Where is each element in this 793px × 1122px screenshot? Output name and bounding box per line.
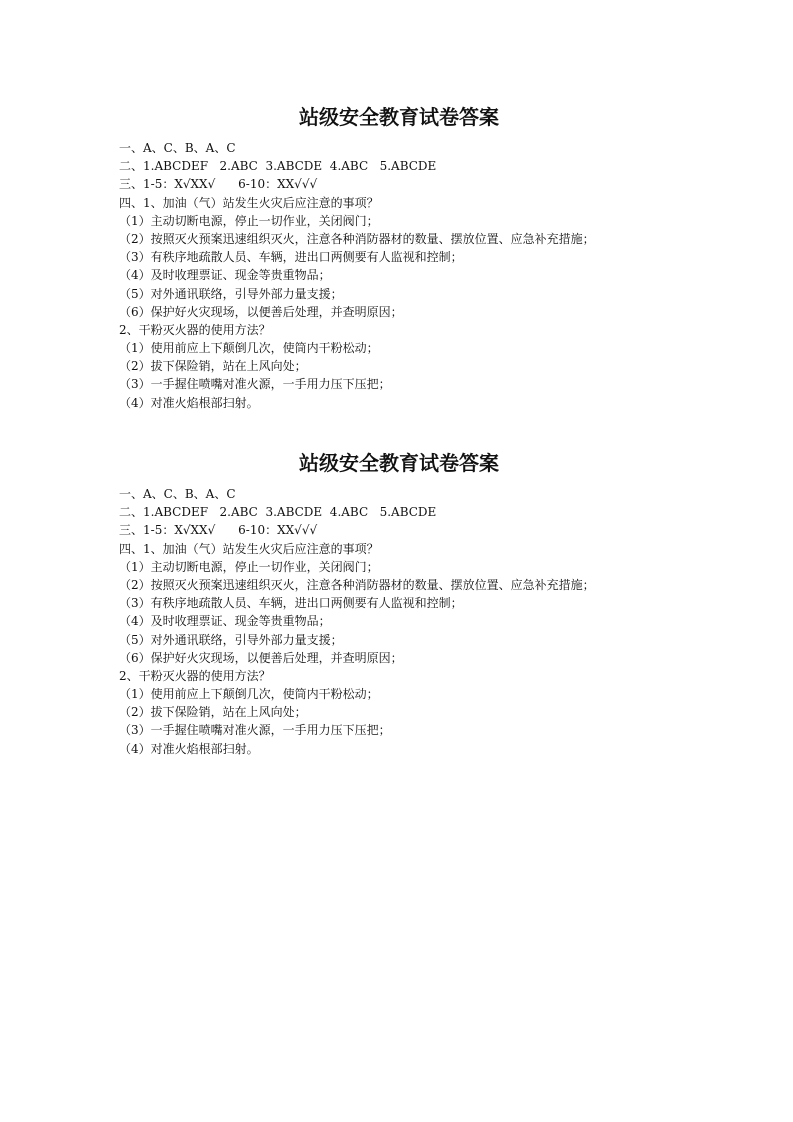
question-4-2: 2、干粉灭火器的使用方法？ [119, 668, 271, 683]
question-4-1: 四、1、加油（气）站发生火灾后应注意的事项？ [119, 541, 379, 556]
section-title: 站级安全教育试卷答案 [299, 105, 499, 129]
answer-item: （2）拔下保险销，站在上风向处； [119, 705, 307, 720]
answer-part-2: 二、1.ABCDEF 2.ABC 3.ABCDE 4.ABC 5.ABCDE [119, 159, 437, 174]
answer-item: （3）一手握住喷嘴对准火源，一手用力压下压把； [119, 377, 391, 392]
answer-item: （1）使用前应上下颠倒几次，使筒内干粉松动； [119, 687, 379, 702]
answer-item: （4）对准火焰根部扫射。 [119, 741, 259, 756]
answer-part-3: 三、1-5：X√XX√ 6-10：XX√√√ [119, 177, 318, 192]
answer-section [119, 450, 679, 758]
answer-part-2: 二、1.ABCDEF 2.ABC 3.ABCDE 4.ABC 5.ABCDE [119, 505, 437, 520]
answer-item: （2）拔下保险销，站在上风向处； [119, 359, 307, 374]
answer-item: （6）保护好火灾现场，以便善后处理，并查明原因； [119, 650, 403, 665]
answer-item: （3）有秩序地疏散人员、车辆，进出口两侧要有人监视和控制； [119, 596, 463, 611]
answer-item: （3）有秩序地疏散人员、车辆，进出口两侧要有人监视和控制； [119, 250, 463, 265]
answer-part-1: 一、A、C、B、A、C [119, 141, 236, 155]
answer-item: （5）对外通讯联络，引导外部力量支援； [119, 286, 343, 301]
answer-item: （2）按照灭火预案迅速组织灭火，注意各种消防器材的数量、摆放位置、应急补充措施； [119, 577, 595, 592]
answer-item: （1）主动切断电源，停止一切作业，关闭阀门； [119, 559, 379, 574]
answer-item: （6）保护好火灾现场，以便善后处理，并查明原因； [119, 304, 403, 319]
section-title: 站级安全教育试卷答案 [299, 451, 499, 475]
question-4-1: 四、1、加油（气）站发生火灾后应注意的事项？ [119, 195, 379, 210]
answer-part-1: 一、A、C、B、A、C [119, 487, 236, 501]
answer-item: （4）对准火焰根部扫射。 [119, 395, 259, 410]
answer-item: （1）使用前应上下颠倒几次，使筒内干粉松动； [119, 341, 379, 356]
answer-item: （3）一手握住喷嘴对准火源，一手用力压下压把； [119, 723, 391, 738]
answer-item: （4）及时收理票证、现金等贵重物品； [119, 614, 331, 629]
answer-part-3: 三、1-5：X√XX√ 6-10：XX√√√ [119, 523, 318, 538]
question-4-2: 2、干粉灭火器的使用方法？ [119, 322, 271, 337]
answer-section [119, 104, 679, 412]
answer-item: （4）及时收理票证、现金等贵重物品； [119, 268, 331, 283]
answer-item: （1）主动切断电源，停止一切作业，关闭阀门； [119, 213, 379, 228]
answer-item: （5）对外通讯联络，引导外部力量支援； [119, 632, 343, 647]
answer-item: （2）按照灭火预案迅速组织灭火，注意各种消防器材的数量、摆放位置、应急补充措施； [119, 231, 595, 246]
